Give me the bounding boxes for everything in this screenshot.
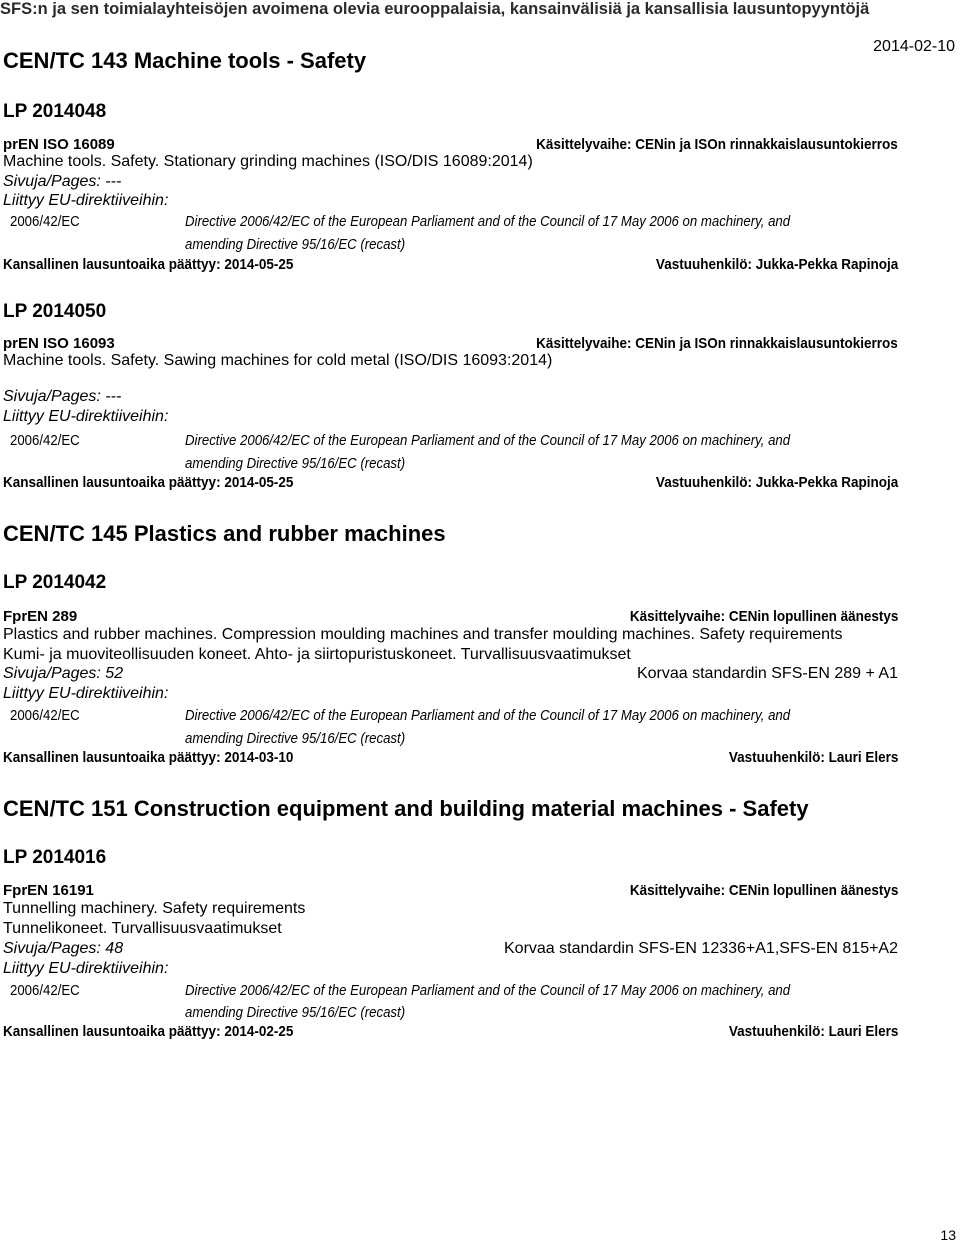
stage-value: CENin ja ISOn rinnakkaislausuntokierros [635,136,898,153]
processing-stage [629,608,898,625]
pages-info [3,173,121,191]
deadline [3,256,293,273]
replaces-standard: Korvaa standardin SFS-EN 289 + A1 [636,665,898,682]
replaces-standard: Korvaa standardin SFS-EN 12336+A1,SFS-EN 815+A2 [504,940,898,957]
directive-code: 2006/42/EC [10,707,80,724]
person-label: Vastuuhenkilö: [728,749,825,766]
person-label: Vastuuhenkilö: [655,256,752,273]
directive-text-2: amending Directive 95/16/EC (recast) [185,1004,406,1021]
directive-text-2: amending Directive 95/16/EC (recast) [185,730,406,747]
standard-code: prEN ISO 16093 [3,335,115,352]
deadline-label: Kansallinen lausuntoaika päättyy: [3,474,221,491]
standard-title: Machine tools. Safety. Sawing machines for cold metal (ISO/DIS 16093:2014) [3,352,553,369]
standard-title: Machine tools. Safety. Stationary grinding machines (ISO/DIS 16089:2014) [3,153,533,170]
responsible-person [656,256,898,273]
eu-directive-label: Liittyy EU-direktiiveihin: [3,408,169,425]
standard-code: FprEN 289 [3,608,78,625]
deadline [3,749,293,766]
lp-number: LP 2014042 [3,572,107,593]
stage-label: Käsittelyvaihe: [536,335,632,352]
lp-number: LP 2014048 [3,101,107,122]
stage-label: Käsittelyvaihe: [629,882,725,899]
standard-code: prEN ISO 16089 [3,136,115,153]
document-date: 2014-02-10 [873,38,955,55]
pages-value: --- [105,388,122,405]
deadline-value: 2014-03-10 [224,749,294,766]
person-value: Lauri Elers [828,1023,898,1040]
directive-text: Directive 2006/42/EC of the European Parliament and of the Council of 17 May 2006 on machinery, and [185,707,791,724]
directive-text: Directive 2006/42/EC of the European Parliament and of the Council of 17 May 2006 on machinery, and [185,213,791,230]
standard-code: FprEN 16191 [3,882,94,899]
stage-value: CENin ja ISOn rinnakkaislausuntokierros [635,335,898,352]
stage-value: CENin lopullinen äänestys [728,882,898,899]
committee-title: CEN/TC 143 Machine tools - Safety [3,48,367,73]
eu-directive-label: Liittyy EU-direktiiveihin: [3,685,169,702]
standard-title: Plastics and rubber machines. Compression moulding machines and transfer moulding machines. Safety requirements [3,626,843,643]
pages-label: Sivuja/Pages: [3,665,101,682]
deadline [3,1023,293,1040]
person-value: Jukka-Pekka Rapinoja [755,256,898,273]
standard-title: Tunnelling machinery. Safety requirements [3,900,306,917]
person-label: Vastuuhenkilö: [655,474,752,491]
page-number: 13 [940,1227,956,1243]
pages-label: Sivuja/Pages: [3,940,101,957]
directive-code: 2006/42/EC [10,982,80,999]
pages-value: 52 [105,665,124,682]
pages-label: Sivuja/Pages: [3,173,101,190]
directive-text: Directive 2006/42/EC of the European Parliament and of the Council of 17 May 2006 on machinery, and [185,432,791,449]
directive-text-2: amending Directive 95/16/EC (recast) [185,455,406,472]
pages-info [3,665,123,683]
responsible-person [728,749,898,766]
deadline-label: Kansallinen lausuntoaika päättyy: [3,256,221,273]
lp-number: LP 2014016 [3,847,107,868]
stage-label: Käsittelyvaihe: [536,136,632,153]
eu-directive-label: Liittyy EU-direktiiveihin: [3,192,169,209]
deadline-label: Kansallinen lausuntoaika päättyy: [3,749,221,766]
deadline-value: 2014-05-25 [224,474,294,491]
stage-value: CENin lopullinen äänestys [728,608,898,625]
pages-value: 48 [105,940,124,957]
deadline [3,474,293,491]
responsible-person [656,474,898,491]
deadline-value: 2014-05-25 [224,256,294,273]
eu-directive-label: Liittyy EU-direktiiveihin: [3,960,169,977]
standard-title-fi: Tunnelikoneet. Turvallisuusvaatimukset [3,920,282,937]
deadline-label: Kansallinen lausuntoaika päättyy: [3,1023,221,1040]
directive-code: 2006/42/EC [10,213,80,230]
directive-text-2: amending Directive 95/16/EC (recast) [185,236,406,253]
processing-stage [629,882,898,899]
person-value: Jukka-Pekka Rapinoja [755,474,898,491]
committee-title: CEN/TC 145 Plastics and rubber machines [3,521,446,546]
pages-info [3,940,123,958]
document-header-title: SFS:n ja sen toimialayhteisöjen avoimena olevia eurooppalaisia, kansainvälisiä ja kansallisia lausuntopyyntöjä [0,0,870,18]
directive-code: 2006/42/EC [10,432,80,449]
deadline-value: 2014-02-25 [224,1023,294,1040]
person-label: Vastuuhenkilö: [728,1023,825,1040]
stage-label: Käsittelyvaihe: [629,608,725,625]
standard-title-fi: Kumi- ja muoviteollisuuden koneet. Ahto- ja siirtopuristuskoneet. Turvallisuusvaatimukset [3,646,631,663]
processing-stage [536,335,898,352]
pages-label: Sivuja/Pages: [3,388,101,405]
pages-info [3,388,121,406]
directive-text: Directive 2006/42/EC of the European Parliament and of the Council of 17 May 2006 on machinery, and [185,982,791,999]
processing-stage [536,136,898,153]
pages-value: --- [105,173,122,190]
person-value: Lauri Elers [828,749,898,766]
committee-title: CEN/TC 151 Construction equipment and building material machines - Safety [3,796,809,821]
lp-number: LP 2014050 [3,301,107,322]
responsible-person [728,1023,898,1040]
